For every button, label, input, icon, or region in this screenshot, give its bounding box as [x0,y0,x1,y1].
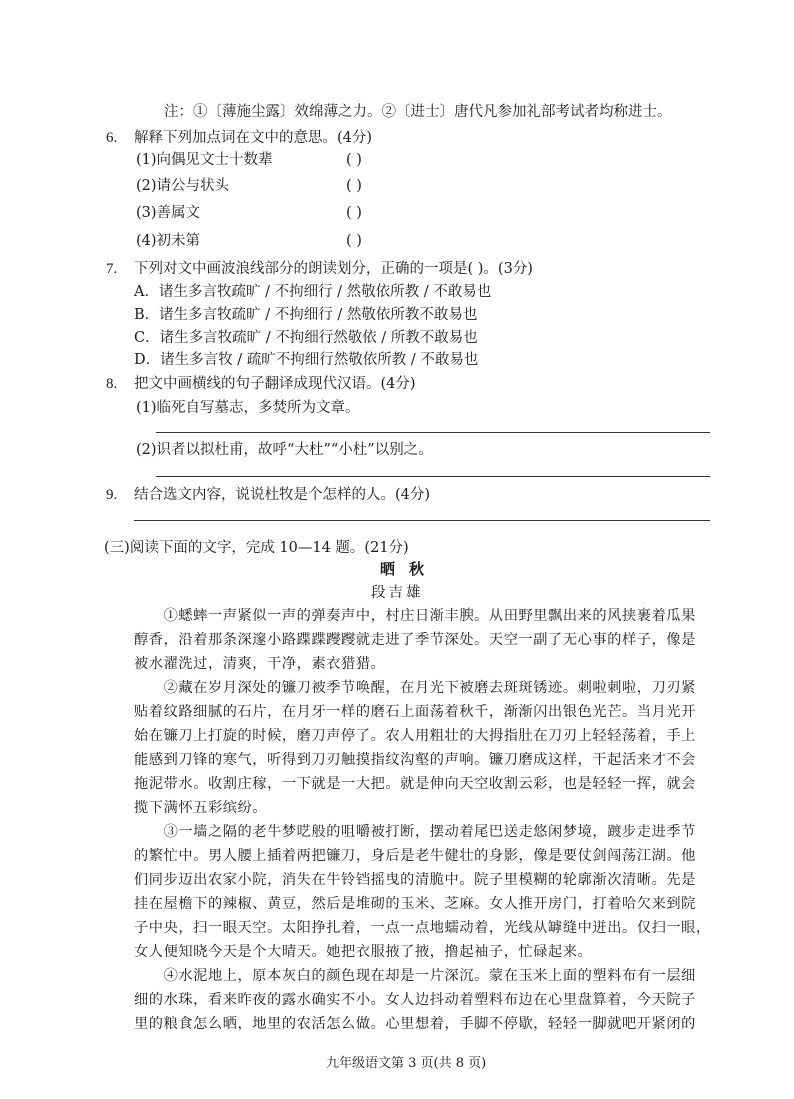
section3-intro: (三)阅读下面的文字，完成 10—14 题。(21分) [104,540,409,556]
passage-line: 醇香，沿着那条深邃小路蹀蹀躞躞就走进了季节深处。天空一副了无心事的样子，像是 [134,632,696,648]
passage-line: 揽下满怀五彩缤纷。 [134,800,268,816]
q9-number: 9. [106,487,118,503]
q7-option-c[interactable]: C．诸生多言牧疏旷 / 不拘细行然敬依 / 所教不敢易也 [134,330,478,346]
q6-item-1: (1)向偶见文士十数辈 [136,152,273,168]
q7-option-d[interactable]: D．诸生多言牧 / 疏旷不拘细行然敬依所教 / 不敢易也 [134,352,479,368]
passage-line: 细的水珠，看来昨夜的露水确实不小。女人边抖动着塑料布边在心里盘算着，今天院子 [134,992,696,1008]
passage-line: 们同步迈出农家小院，消失在牛铃铛摇曳的清脆中。院子里模糊的轮廓渐次清晰。先是 [134,872,696,888]
passage-line: 始在镰刀上打旋的时候，磨刀声停了。农人用粗壮的大拇指肚在刀刃上轻轻荡着，手上 [134,728,696,744]
q6-number: 6. [106,130,118,146]
page-footer: 九年级语文第 3 页(共 8 页) [326,1056,487,1071]
passage-line: ②藏在岁月深处的镰刀被季节唤醒，在月光下被磨去斑斑锈迹。刺啦刺啦，刀刃紧 [134,680,696,696]
q6-stem: 解释下列加点词在文中的意思。(4分) [134,130,373,146]
q8-item-1: (1)临死自写墓志，多焚所为文章。 [136,400,360,416]
q6-item-3: (3)善属文 [136,205,201,221]
passage-line: 能感到刀锋的寒气，听得到刀刃触摸指纹沟壑的声响。镰刀磨成这样，干起活来才不会 [134,752,696,768]
q9-answer-line[interactable] [134,520,710,521]
passage-title: 晒秋 [380,560,439,578]
q7-option-b[interactable]: B．诸生多言牧疏旷 / 不拘细行 / 然敬依所教不敢易也 [134,307,478,323]
q7-number: 7. [106,261,118,277]
passage-line: 贴着纹路细腻的石片，在月牙一样的磨石上面荡着秋千，渐渐闪出银色光芒。当月光开 [134,704,696,720]
q8-number: 8. [106,376,118,392]
q7-option-a[interactable]: A．诸生多言牧疏旷 / 不拘细行 / 然敬依所教 / 不敢易也 [134,284,492,300]
q6-answer-3[interactable]: ( ) [346,205,362,221]
q7-stem: 下列对文中画波浪线部分的朗读划分，正确的一项是( )。(3分) [134,261,533,277]
passage-line: 子中央，扫一眼天空。太阳挣扎着，一点一点地蠕动着，光线从罅缝中迸出。仅扫一眼， [134,920,711,936]
q6-item-4: (4)初未第 [136,233,201,249]
passage-line: 女人便知晓今天是个大晴天。她把衣服掖了掖，撸起袖子，忙碌起来。 [134,944,593,960]
passage-line: ④水泥地上，原本灰白的颜色现在却是一片深沉。蒙在玉米上面的塑料布有一层细 [134,968,696,984]
passage-line: 的繁忙中。男人腰上插着两把镰刀，身后是老牛健壮的身影，像是要仗剑闯荡江湖。他 [134,848,696,864]
passage-line: 里的粮食怎么晒，地里的农活怎么做。心里想着，手脚不停歇，轻轻一脚就吧开紧闭的 [134,1016,696,1032]
q9-stem: 结合选文内容，说说杜牧是个怎样的人。(4分) [134,487,431,503]
q6-answer-1[interactable]: ( ) [346,152,362,168]
passage-author: 段吉雄 [371,585,424,601]
q6-answer-2[interactable]: ( ) [346,178,362,194]
passage-line: 拖泥带水。收割庄稼，一下就是一大把。就是伸向天空收割云彩，也是轻轻一挥，就会 [134,776,696,792]
q8-answer-line-2[interactable] [156,476,710,477]
q8-stem: 把文中画横线的句子翻译成现代汉语。(4分) [134,376,416,392]
q6-item-2: (2)请公与状头 [136,178,230,194]
q6-answer-4[interactable]: ( ) [346,233,362,249]
q8-item-2: (2)识者以拟杜甫，故呼“大杜”“小杜”以别之。 [136,442,433,458]
passage-line: ③一墙之隔的老牛梦呓般的咀嚼被打断，摆动着尾巴送走悠闲梦境，踱步走进季节 [134,824,696,840]
passage-line: 被水濯洗过，清爽，干净，素衣猎猎。 [134,656,386,672]
q8-answer-line-1[interactable] [156,432,710,433]
passage-line: 挂在屋檐下的辣椒、黄豆，然后是堆砌的玉米、芝麻。女人推开房门，打着哈欠来到院 [134,896,696,912]
footnote: 注：①〔薄施尘露〕效绵薄之力。②〔进士〕唐代凡参加礼部考试者均称进士。 [164,104,672,120]
passage-line: ①蟋蟀一声紧似一声的弹奏声中，村庄日渐丰腴。从田野里飘出来的风挟裹着瓜果 [134,608,696,624]
